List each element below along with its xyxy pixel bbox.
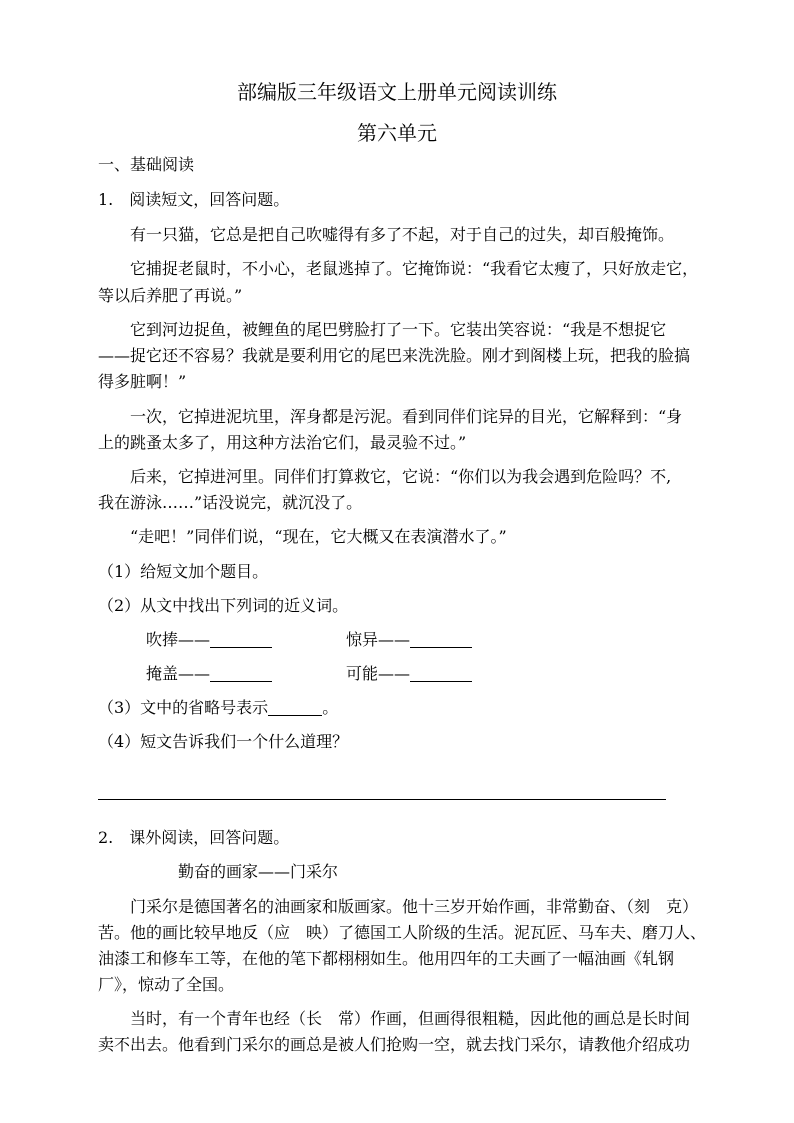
vocab-word: 掩盖—— bbox=[146, 664, 211, 683]
vocab-word: 吹捧—— bbox=[146, 630, 211, 649]
q2-paragraph: 当时，有一个青年也经（长 常）作画，但画得很粗糙，因此他的画总是长时间 bbox=[130, 1009, 691, 1028]
q1-paragraph-cont: 得多脏啊！” bbox=[98, 372, 187, 391]
q1-paragraph: 后来，它掉进河里。同伴们打算救它，它说：“你们以为我会遇到危险吗？不, bbox=[130, 467, 672, 486]
q1-paragraph: 有一只猫，它总是把自己吹嘘得有多了不起，对于自己的过失，却百般掩饰。 bbox=[130, 225, 675, 244]
q1-paragraph: 它捕捉老鼠时，不小心，老鼠逃掉了。它掩饰说：“我看它太瘦了，只好放走它， bbox=[130, 259, 699, 278]
question-1-label: 1. 阅读短文，回答问题。 bbox=[98, 190, 290, 209]
vocab-word: 惊异—— bbox=[346, 630, 411, 649]
q2-paragraph-cont: 卖不出去。他看到门采尔的画总是被人们抢购一空，就去找门采尔，请教他介绍成功 bbox=[98, 1035, 691, 1054]
page-title: 部编版三年级语文上册单元阅读训练 bbox=[237, 80, 557, 104]
q1-paragraph-cont: ——捉它还不容易？我就是要利用它的尾巴来洗洗脸。刚才到阁楼上玩，把我的脸搞 bbox=[98, 346, 691, 365]
q1-paragraph-cont: 上的跳蚤太多了，用这种方法治它们，最灵验不过。” bbox=[98, 433, 467, 452]
passage-heading: 勤奋的画家——门采尔 bbox=[178, 862, 339, 881]
q2-paragraph-cont: 苦。他的画比较早地反（应 映）了德国工人阶级的生活。泥瓦匠、马车夫、磨刀人、 bbox=[98, 923, 707, 942]
q1-paragraph: 一次，它掉进泥坑里，浑身都是污泥。看到同伴们诧异的目光，它解释到：“身 bbox=[130, 407, 683, 426]
vocab-word: 可能—— bbox=[346, 664, 411, 683]
section-heading: 一、基础阅读 bbox=[98, 155, 195, 174]
sub-question-1: （1）给短文加个题目。 bbox=[98, 562, 269, 581]
answer-blank[interactable] bbox=[268, 699, 322, 716]
vocab-item bbox=[146, 629, 272, 651]
sub-question-2: （2）从文中找出下列词的近义词。 bbox=[98, 596, 349, 615]
sub-question-3-text: （3）文中的省略号表示 bbox=[98, 698, 269, 717]
q2-paragraph: 门采尔是德国著名的油画家和版画家。他十三岁开始作画，非常勤奋、（刻 克） bbox=[130, 897, 699, 916]
sub-question-3 bbox=[98, 697, 698, 719]
sub-question-3-end: 。 bbox=[322, 698, 339, 717]
answer-line[interactable] bbox=[98, 799, 666, 800]
vocab-item bbox=[346, 629, 472, 651]
q2-paragraph-cont: 厂》，惊动了全国。 bbox=[98, 975, 235, 994]
answer-blank[interactable] bbox=[410, 631, 472, 648]
unit-subtitle: 第六单元 bbox=[357, 121, 437, 145]
answer-blank[interactable] bbox=[210, 631, 272, 648]
q1-paragraph-cont: 我在游泳……”话没说完，就沉没了。 bbox=[98, 493, 363, 512]
vocab-item bbox=[346, 663, 472, 685]
question-2-label: 2. 课外阅读，回答问题。 bbox=[98, 828, 290, 847]
q2-paragraph-cont: 油漆工和修车工等，在他的笔下都栩栩如生。他用四年的工夫画了一幅油画《轧钢 bbox=[98, 949, 675, 968]
answer-blank[interactable] bbox=[210, 665, 272, 682]
q1-paragraph: “走吧！”同伴们说，“现在，它大概又在表演潜水了。” bbox=[130, 527, 507, 546]
sub-question-4: （4）短文告诉我们一个什么道理？ bbox=[98, 732, 349, 751]
vocab-item bbox=[146, 663, 272, 685]
q1-paragraph-cont: 等以后养肥了再说。” bbox=[98, 286, 243, 305]
answer-blank[interactable] bbox=[410, 665, 472, 682]
q1-paragraph: 它到河边捉鱼，被鲤鱼的尾巴劈脸打了一下。它装出笑容说：“我是不想捉它 bbox=[130, 320, 667, 339]
